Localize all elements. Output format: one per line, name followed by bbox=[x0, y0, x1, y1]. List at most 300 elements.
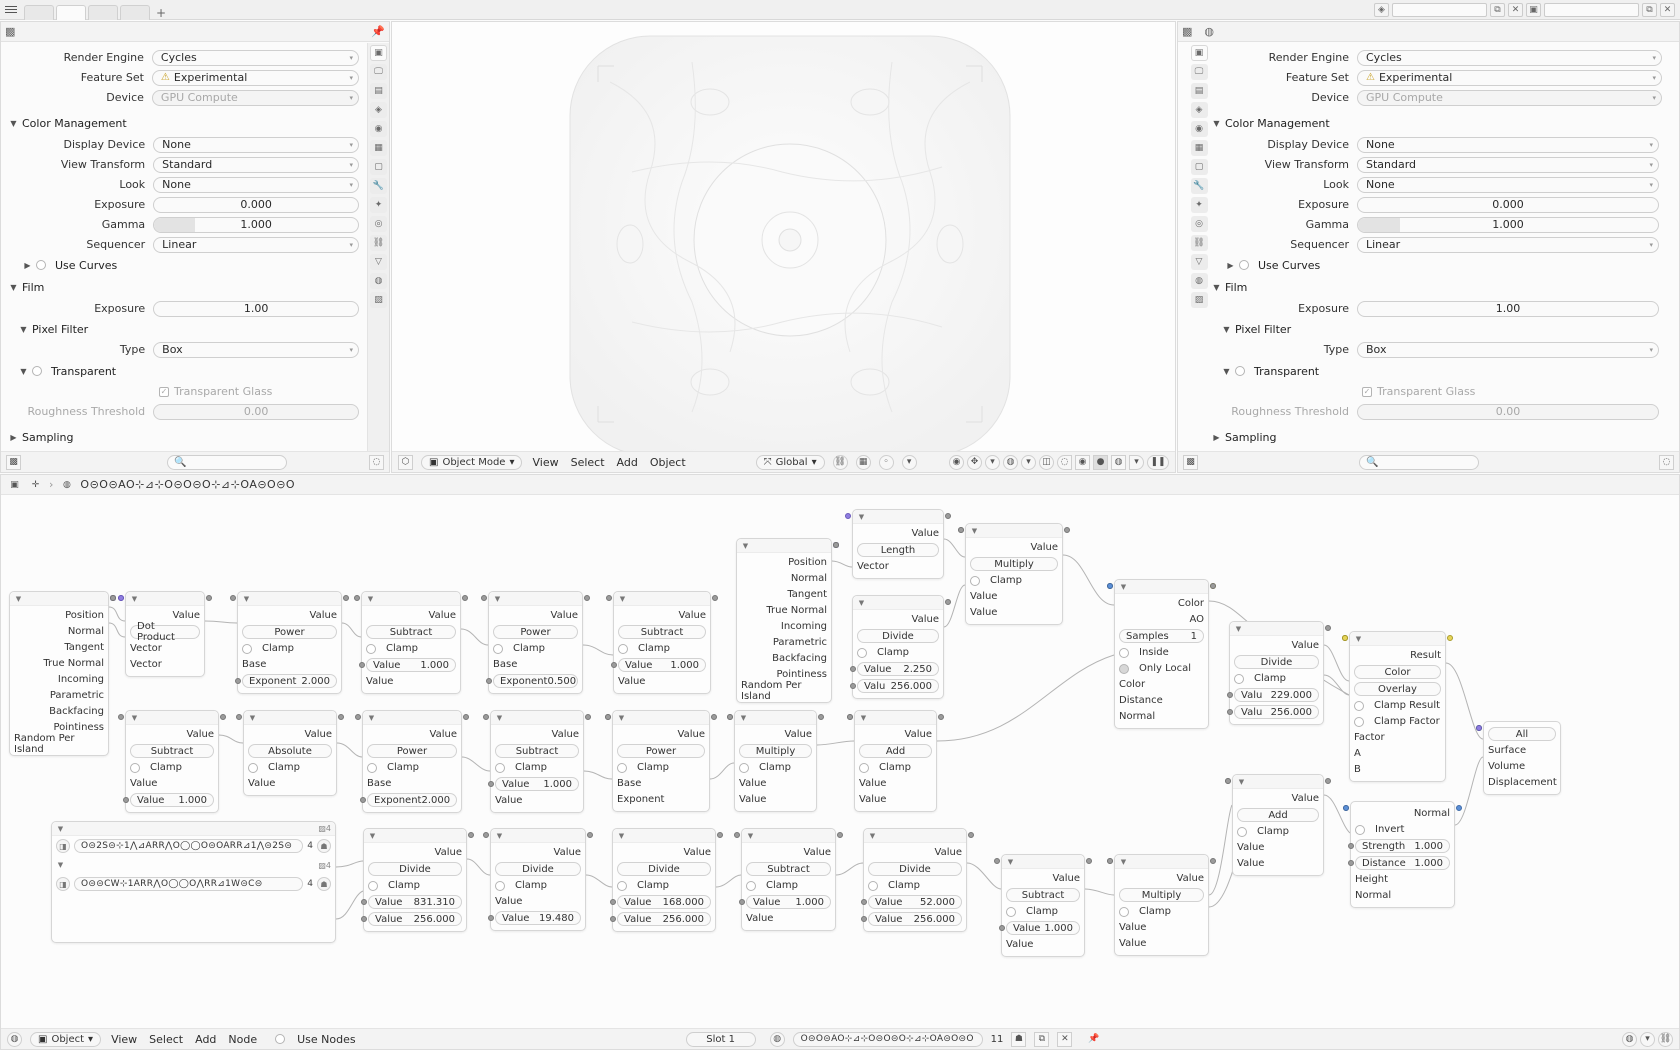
section-color-management[interactable]: ▼ Color Management bbox=[10, 116, 127, 130]
socket-value-out[interactable]: Value bbox=[495, 846, 581, 859]
collapse-icon[interactable]: ▼ bbox=[15, 594, 22, 603]
render-engine-dropdown[interactable]: Cycles ▾ bbox=[152, 50, 359, 66]
socket-tangent[interactable]: Tangent bbox=[741, 588, 827, 601]
node-math-subtract-6[interactable] bbox=[1001, 854, 1085, 957]
roughness-threshold-slider[interactable]: 0.00 bbox=[153, 404, 359, 420]
socket-b[interactable]: B bbox=[1354, 763, 1441, 776]
tab-object[interactable]: ▢ bbox=[1191, 159, 1208, 175]
exponent-field[interactable]: Exponent 0.500 bbox=[493, 674, 578, 688]
xray-icon[interactable]: ◫ bbox=[1039, 455, 1054, 470]
clamp-checkbox[interactable]: Clamp bbox=[618, 642, 706, 655]
clamp-checkbox[interactable]: Clamp bbox=[746, 879, 831, 892]
collapse-icon[interactable]: ▼ bbox=[368, 713, 375, 722]
node-header[interactable] bbox=[363, 711, 461, 725]
collapse-icon[interactable]: ▼ bbox=[131, 594, 138, 603]
node-header[interactable] bbox=[126, 711, 218, 725]
transparent-checkbox[interactable] bbox=[32, 366, 42, 376]
shading-dropdown-icon[interactable]: ▾ bbox=[1129, 455, 1144, 470]
socket-value-out[interactable]: Value bbox=[857, 527, 939, 540]
tab-data[interactable]: ▽ bbox=[1191, 254, 1208, 270]
socket-base[interactable]: Base bbox=[367, 777, 457, 790]
socket-backfacing[interactable]: Backfacing bbox=[741, 652, 827, 665]
gamma-slider[interactable]: 1.000 bbox=[1357, 217, 1659, 233]
tab-view-layer[interactable]: ▤ bbox=[1191, 83, 1208, 99]
node-header[interactable] bbox=[1115, 855, 1208, 869]
socket-value-out[interactable]: Value bbox=[248, 728, 332, 741]
new-viewlayer-icon[interactable]: ⧉ bbox=[1642, 3, 1657, 17]
socket-true-normal[interactable]: True Normal bbox=[741, 604, 827, 617]
use-curves-checkbox[interactable] bbox=[36, 260, 46, 270]
socket-volume[interactable]: Volume bbox=[1488, 760, 1556, 773]
tab-render[interactable]: ▣ bbox=[1191, 45, 1208, 61]
use-curves-toggle[interactable]: ▶ Use Curves bbox=[24, 258, 118, 272]
collapse-icon[interactable]: ▼ bbox=[747, 831, 754, 840]
socket-vector-a[interactable]: Vector bbox=[130, 642, 200, 655]
tab-physics[interactable]: ◎ bbox=[1191, 216, 1208, 232]
menu-view[interactable]: View bbox=[111, 1032, 138, 1046]
socket-value-b[interactable]: Value bbox=[859, 793, 932, 806]
node-header[interactable] bbox=[238, 592, 341, 606]
socket-tangent[interactable]: Tangent bbox=[14, 641, 104, 654]
socket-base[interactable]: Base bbox=[617, 777, 705, 790]
node-header[interactable] bbox=[853, 510, 943, 524]
operation-dropdown[interactable]: Add bbox=[1237, 808, 1319, 822]
socket-value-a[interactable]: Value bbox=[248, 777, 332, 790]
pixel-filter-type-dropdown[interactable]: Box ▾ bbox=[1357, 342, 1659, 358]
collapse-icon[interactable]: ▼ bbox=[367, 594, 374, 603]
display-device-dropdown[interactable]: None ▾ bbox=[1357, 137, 1659, 153]
socket-distance-in[interactable]: Distance bbox=[1119, 694, 1204, 707]
socket-value-a[interactable]: Value bbox=[739, 777, 812, 790]
section-transparent[interactable]: ▼ Transparent bbox=[20, 364, 117, 378]
socket-pointiness[interactable]: Pointiness bbox=[741, 668, 827, 681]
3d-viewport[interactable] bbox=[391, 21, 1176, 473]
collapse-icon[interactable]: ▼ bbox=[971, 526, 978, 535]
tab-collection[interactable]: ▦ bbox=[370, 140, 387, 156]
exposure-slider[interactable]: 0.000 bbox=[153, 197, 359, 213]
socket-exponent[interactable]: Exponent bbox=[617, 793, 705, 806]
operation-dropdown[interactable]: Subtract bbox=[495, 744, 579, 758]
node-vector-math-length[interactable] bbox=[852, 509, 944, 579]
object-mode-dropdown[interactable]: ▣ Object ▾ bbox=[30, 1032, 101, 1047]
exponent-field[interactable]: Exponent 2.000 bbox=[367, 793, 457, 807]
socket-value-a[interactable]: Value bbox=[495, 895, 581, 908]
collapse-icon[interactable]: ▼ bbox=[249, 713, 256, 722]
tab-particles[interactable]: ✦ bbox=[1191, 197, 1208, 213]
film-exposure-slider[interactable]: 1.00 bbox=[1357, 301, 1659, 317]
socket-normal-in[interactable]: Normal bbox=[1119, 710, 1204, 723]
collapse-icon[interactable]: ▼ bbox=[494, 594, 501, 603]
clamp-factor-checkbox[interactable]: Clamp Factor bbox=[1354, 715, 1441, 728]
node-header[interactable] bbox=[864, 829, 966, 843]
tab-constraints[interactable]: ⛓ bbox=[370, 235, 387, 251]
transparent-checkbox[interactable] bbox=[1235, 366, 1245, 376]
section-film[interactable]: ▼ Film bbox=[10, 280, 45, 294]
node-math-absolute[interactable] bbox=[243, 710, 337, 796]
socket-true-normal[interactable]: True Normal bbox=[14, 657, 104, 670]
clamp-checkbox[interactable]: Clamp bbox=[970, 574, 1058, 587]
add-workspace-button[interactable]: + bbox=[156, 5, 167, 20]
tab-modifiers[interactable]: 🔧 bbox=[1191, 178, 1208, 194]
menu-object[interactable]: Object bbox=[649, 455, 686, 469]
node-math-subtract-3[interactable] bbox=[125, 710, 219, 813]
socket-value-a[interactable]: Value bbox=[1237, 841, 1319, 854]
operation-dropdown[interactable]: Subtract bbox=[130, 744, 214, 758]
editor-type-button[interactable]: ▩ bbox=[1183, 455, 1198, 470]
clamp-checkbox[interactable]: Clamp bbox=[617, 879, 711, 892]
clamp-result-checkbox[interactable]: Clamp Result bbox=[1354, 699, 1441, 712]
socket-value-out[interactable]: Value bbox=[857, 613, 939, 626]
collapse-icon[interactable]: ▼ bbox=[858, 512, 865, 521]
clamp-checkbox[interactable]: Clamp bbox=[1237, 825, 1319, 838]
socket-displacement[interactable]: Displacement bbox=[1488, 776, 1556, 789]
operation-dropdown[interactable]: Multiply bbox=[970, 557, 1058, 571]
operation-dropdown[interactable]: Power bbox=[493, 625, 578, 639]
collapse-icon[interactable]: ▼ bbox=[1355, 634, 1362, 643]
tab-output[interactable]: 🖵 bbox=[370, 64, 387, 80]
socket-result-out[interactable]: Result bbox=[1354, 649, 1441, 662]
use-curves-checkbox[interactable] bbox=[1239, 260, 1249, 270]
clamp-checkbox[interactable]: Clamp bbox=[495, 879, 581, 892]
exponent-field[interactable]: Exponent 2.000 bbox=[242, 674, 337, 688]
node-math-divide-4[interactable] bbox=[490, 828, 586, 931]
unlink-icon[interactable]: ✕ bbox=[1057, 1032, 1072, 1047]
fake-user-icon[interactable]: ☗ bbox=[317, 877, 331, 891]
clamp-checkbox[interactable]: Clamp bbox=[857, 646, 939, 659]
node-math-power-4[interactable] bbox=[612, 710, 710, 812]
samples-field[interactable]: Samples 1 bbox=[1119, 629, 1204, 643]
socket-value-b[interactable]: Value bbox=[366, 675, 456, 688]
transparent-glass-checkbox[interactable]: ✓ bbox=[160, 387, 168, 396]
socket-value-b[interactable]: Value bbox=[970, 606, 1058, 619]
inside-checkbox[interactable]: Inside bbox=[1119, 646, 1204, 659]
socket-value-out[interactable]: Value bbox=[617, 846, 711, 859]
use-nodes-toggle[interactable]: Use Nodes bbox=[275, 1033, 358, 1046]
menu-select[interactable]: Select bbox=[149, 1032, 184, 1046]
slot-dropdown[interactable]: Slot 1 bbox=[686, 1032, 756, 1047]
node-mix-color-overlay[interactable] bbox=[1349, 631, 1446, 782]
node-header[interactable] bbox=[1002, 855, 1084, 869]
gamma-slider[interactable]: 1.000 bbox=[153, 217, 359, 233]
film-exposure-slider[interactable]: 1.00 bbox=[153, 301, 359, 317]
clamp-checkbox[interactable]: Clamp bbox=[1119, 905, 1204, 918]
socket-vector-b[interactable]: Vector bbox=[130, 658, 200, 671]
socket-surface[interactable]: Surface bbox=[1488, 744, 1556, 757]
properties-tab-icon[interactable]: ◍ bbox=[1204, 25, 1215, 38]
scene-icon[interactable]: ◈ bbox=[1374, 3, 1389, 17]
node-geometry-2[interactable] bbox=[736, 538, 832, 703]
value-field-b[interactable]: Value 256.000 bbox=[617, 912, 711, 926]
socket-value-out[interactable]: Value bbox=[242, 609, 337, 622]
tab-particles[interactable]: ✦ bbox=[370, 197, 387, 213]
snap-target-icon[interactable]: ▦ bbox=[856, 455, 871, 470]
tab-constraints[interactable]: ⛓ bbox=[1191, 235, 1208, 251]
socket-value-out[interactable]: Value bbox=[1006, 872, 1080, 885]
tab-texture[interactable]: ▨ bbox=[1191, 292, 1208, 308]
socket-value-a[interactable]: Value bbox=[1119, 921, 1204, 934]
operation-dropdown[interactable]: Power bbox=[617, 744, 705, 758]
value-field-a[interactable]: Value 831.310 bbox=[368, 895, 462, 909]
overlays-icon[interactable]: ◍ bbox=[1003, 455, 1018, 470]
tab-collection[interactable]: ▦ bbox=[1191, 140, 1208, 156]
socket-value-out[interactable]: Value bbox=[495, 728, 579, 741]
operation-dropdown[interactable]: Add bbox=[859, 744, 932, 758]
shading-material-icon[interactable]: ● bbox=[1093, 455, 1108, 470]
collapse-icon[interactable]: ▼ bbox=[57, 861, 64, 869]
socket-value-out[interactable]: Value bbox=[1119, 872, 1204, 885]
feature-set-dropdown[interactable]: ⚠ Experimental ▾ bbox=[152, 70, 359, 86]
socket-value-out[interactable]: Value bbox=[368, 846, 462, 859]
operation-dropdown[interactable]: Divide bbox=[857, 629, 939, 643]
node-header[interactable] bbox=[614, 592, 710, 606]
tab-modifiers[interactable]: 🔧 bbox=[370, 178, 387, 194]
feature-set-dropdown[interactable]: ⚠ Experimental ▾ bbox=[1357, 70, 1662, 86]
gizmo-icon[interactable]: ✥ bbox=[967, 455, 982, 470]
pin-icon[interactable]: 📌 bbox=[1088, 1034, 1100, 1044]
clamp-checkbox[interactable]: Clamp bbox=[242, 642, 337, 655]
socket-normal-in[interactable]: Normal bbox=[1355, 889, 1450, 902]
visibility-icon[interactable]: ◉ bbox=[949, 455, 964, 470]
tab-object[interactable]: ▢ bbox=[370, 159, 387, 175]
socket-value-out[interactable]: Value bbox=[130, 609, 200, 622]
material-icon[interactable]: ◍ bbox=[62, 479, 71, 490]
browse-material-icon[interactable]: ◍ bbox=[770, 1032, 785, 1047]
clamp-checkbox[interactable]: Clamp bbox=[248, 761, 332, 774]
value-field[interactable]: Value 1.000 bbox=[495, 777, 579, 791]
value-field-a[interactable]: Value 1.000 bbox=[746, 895, 831, 909]
texture-row-2[interactable] bbox=[56, 877, 331, 891]
device-dropdown[interactable]: GPU Compute ▾ bbox=[152, 90, 359, 106]
socket-position[interactable]: Position bbox=[741, 556, 827, 569]
socket-incoming[interactable]: Incoming bbox=[14, 673, 104, 686]
socket-value-b[interactable]: Value bbox=[746, 912, 831, 925]
node-math-subtract-4[interactable] bbox=[490, 710, 584, 813]
overlays-dropdown-icon[interactable]: ▾ bbox=[1640, 1032, 1655, 1047]
tab-material[interactable]: ◍ bbox=[370, 273, 387, 289]
proportional-falloff-icon[interactable]: ▾ bbox=[902, 455, 917, 470]
socket-value-out[interactable]: Value bbox=[130, 728, 214, 741]
socket-ao-out[interactable]: AO bbox=[1119, 613, 1204, 626]
clamp-checkbox[interactable]: Clamp bbox=[739, 761, 812, 774]
viewlayer-icon[interactable]: ▣ bbox=[1526, 3, 1541, 17]
socket-value-a[interactable]: Value bbox=[859, 777, 932, 790]
collapse-icon[interactable]: ▼ bbox=[869, 831, 876, 840]
search-input[interactable] bbox=[167, 455, 287, 470]
exposure-slider[interactable]: 0.000 bbox=[1357, 197, 1659, 213]
shading-solid-icon[interactable]: ◉ bbox=[1075, 455, 1090, 470]
snap-icon[interactable]: ⛓ bbox=[1658, 1032, 1673, 1047]
distance-field[interactable]: Distance 1.000 bbox=[1355, 856, 1450, 870]
value-field-b[interactable]: Valu 256.000 bbox=[857, 679, 939, 693]
tab-output[interactable]: 🖵 bbox=[1191, 64, 1208, 80]
node-header[interactable] bbox=[1115, 580, 1208, 594]
socket-parametric[interactable]: Parametric bbox=[741, 636, 827, 649]
node-vector-math-dot-product[interactable] bbox=[125, 591, 205, 677]
socket-value-out[interactable]: Value bbox=[868, 846, 962, 859]
socket-value-b[interactable]: Value bbox=[739, 793, 812, 806]
socket-value-out[interactable]: Value bbox=[1234, 639, 1319, 652]
editor-type-icon[interactable]: ▩ bbox=[5, 25, 16, 38]
collapse-icon[interactable]: ▼ bbox=[131, 713, 138, 722]
value-field-a[interactable]: Valu 229.000 bbox=[1234, 688, 1319, 702]
menu-view[interactable]: View bbox=[532, 455, 559, 469]
tab-material[interactable]: ◍ bbox=[1191, 273, 1208, 289]
operation-dropdown[interactable]: Multiply bbox=[739, 744, 812, 758]
socket-color-out[interactable]: Color bbox=[1119, 597, 1204, 610]
collapse-icon[interactable]: ▼ bbox=[858, 598, 865, 607]
node-math-divide-6[interactable] bbox=[863, 828, 967, 932]
socket-value-out[interactable]: Value bbox=[493, 609, 578, 622]
collapse-icon[interactable]: ▼ bbox=[243, 594, 250, 603]
collapse-icon[interactable]: ▼ bbox=[1238, 777, 1245, 786]
blend-mode-dropdown[interactable]: Overlay bbox=[1354, 682, 1441, 696]
section-film[interactable]: ▼ Film bbox=[1213, 280, 1248, 294]
transparent-glass-toggle[interactable]: ✓ Transparent Glass bbox=[1363, 385, 1476, 398]
operation-dropdown[interactable]: Divide bbox=[1234, 655, 1319, 669]
view-transform-dropdown[interactable]: Standard ▾ bbox=[153, 157, 359, 173]
socket-value-out[interactable]: Value bbox=[617, 728, 705, 741]
socket-incoming[interactable]: Incoming bbox=[741, 620, 827, 633]
tab-world[interactable]: ◉ bbox=[370, 121, 387, 137]
socket-value-b[interactable]: Value bbox=[618, 675, 706, 688]
value-field-a[interactable]: Value 1.000 bbox=[1006, 921, 1080, 935]
node-math-subtract[interactable] bbox=[361, 591, 461, 694]
value-field[interactable]: Value 1.000 bbox=[130, 793, 214, 807]
node-bump[interactable] bbox=[1350, 801, 1455, 908]
image-name-field[interactable]: O⊝⊝CW⊹1ARR⋀O◯◯O⋀RR⊿1W⊝C⊝ bbox=[74, 877, 303, 891]
clamp-checkbox[interactable]: Clamp bbox=[859, 761, 932, 774]
socket-base[interactable]: Base bbox=[493, 658, 578, 671]
material-name-field[interactable]: O⊝O⊝AO⊹⊿⊹O⊝O⊝O⊹⊿⊹OA⊝O⊝O bbox=[793, 1032, 983, 1047]
operation-dropdown[interactable]: Length bbox=[857, 543, 939, 557]
viewlayer-field[interactable] bbox=[1544, 3, 1639, 17]
collapse-icon[interactable]: ▼ bbox=[1120, 857, 1127, 866]
node-header[interactable] bbox=[1230, 622, 1323, 636]
clamp-checkbox[interactable]: Clamp bbox=[868, 879, 962, 892]
socket-value-out[interactable]: Value bbox=[746, 846, 831, 859]
shading-rendered-icon[interactable]: ◍ bbox=[1111, 455, 1126, 470]
collapse-icon[interactable]: ▼ bbox=[860, 713, 867, 722]
operation-dropdown[interactable]: Absolute bbox=[248, 744, 332, 758]
node-header[interactable] bbox=[966, 524, 1062, 538]
operation-dropdown[interactable]: Divide bbox=[617, 862, 711, 876]
sequencer-dropdown[interactable]: Linear ▾ bbox=[1357, 237, 1659, 253]
editor-type-button[interactable]: ▩ bbox=[6, 455, 21, 470]
node-math-divide-5[interactable] bbox=[612, 828, 716, 932]
invert-checkbox[interactable]: Invert bbox=[1355, 823, 1450, 836]
section-sampling[interactable]: ▶ Sampling bbox=[1213, 430, 1277, 444]
node-ambient-occlusion[interactable] bbox=[1114, 579, 1209, 729]
node-header[interactable] bbox=[491, 711, 583, 725]
socket-random-per-island[interactable]: Random Per Island bbox=[741, 684, 827, 697]
browse-image-icon[interactable]: ◨ bbox=[56, 839, 70, 853]
node-header[interactable] bbox=[613, 711, 709, 725]
section-color-management[interactable]: ▼ Color Management bbox=[1213, 116, 1330, 130]
search-input[interactable] bbox=[1359, 455, 1479, 470]
socket-value-b[interactable]: Value bbox=[1119, 937, 1204, 950]
workspace-tab-2[interactable] bbox=[56, 5, 86, 20]
operation-dropdown[interactable]: Divide bbox=[868, 862, 962, 876]
use-curves-toggle[interactable]: ▶ Use Curves bbox=[1227, 258, 1321, 272]
only-local-checkbox[interactable]: Only Local bbox=[1119, 662, 1204, 675]
socket-vector[interactable]: Vector bbox=[857, 560, 939, 573]
node-tree-icon[interactable]: ▣ bbox=[10, 479, 19, 490]
value-field-b[interactable]: Value 256.000 bbox=[868, 912, 962, 926]
socket-normal-out[interactable]: Normal bbox=[1355, 807, 1450, 820]
editor-type-button[interactable]: ◍ bbox=[7, 1032, 22, 1047]
value-field[interactable]: Value 1.000 bbox=[618, 658, 706, 672]
socket-value-a[interactable]: Value bbox=[970, 590, 1058, 603]
node-header[interactable] bbox=[244, 711, 336, 725]
look-dropdown[interactable]: None ▾ bbox=[1357, 177, 1659, 193]
roughness-threshold-slider[interactable]: 0.00 bbox=[1357, 404, 1659, 420]
clamp-checkbox[interactable]: Clamp bbox=[495, 761, 579, 774]
node-header[interactable] bbox=[855, 711, 936, 725]
socket-value-b[interactable]: Value bbox=[1006, 938, 1080, 951]
tab-scene[interactable]: ◈ bbox=[1191, 102, 1208, 118]
options-icon[interactable]: ◌ bbox=[369, 455, 384, 470]
unlink-scene-icon[interactable]: ✕ bbox=[1508, 3, 1523, 17]
object-mode-dropdown[interactable]: ▣ Object Mode ▾ bbox=[421, 455, 522, 470]
strength-field[interactable]: Strength 1.000 bbox=[1355, 839, 1450, 853]
socket-factor[interactable]: Factor bbox=[1354, 731, 1441, 744]
shading-wireframe-icon[interactable]: ◌ bbox=[1057, 455, 1072, 470]
clamp-checkbox[interactable]: Clamp bbox=[1234, 672, 1319, 685]
tab-render[interactable]: ▣ bbox=[370, 45, 387, 61]
overlays-icon[interactable]: ◍ bbox=[1622, 1032, 1637, 1047]
collapse-icon[interactable]: ▼ bbox=[740, 713, 747, 722]
viewport-canvas[interactable] bbox=[392, 22, 1175, 472]
menu-add[interactable]: Add bbox=[616, 455, 638, 469]
look-dropdown[interactable]: None ▾ bbox=[153, 177, 359, 193]
value-field-a[interactable]: Value 52.000 bbox=[868, 895, 962, 909]
socket-position[interactable]: Position bbox=[14, 609, 104, 622]
collapse-icon[interactable]: ▼ bbox=[619, 594, 626, 603]
proportional-edit-icon[interactable]: ◦ bbox=[879, 455, 894, 470]
node-math-multiply-3[interactable] bbox=[1114, 854, 1209, 956]
operation-dropdown[interactable]: Subtract bbox=[1006, 888, 1080, 902]
operation-dropdown[interactable]: Dot Product bbox=[130, 625, 200, 639]
options-icon[interactable]: ◌ bbox=[1659, 455, 1674, 470]
clamp-checkbox[interactable]: Clamp bbox=[1006, 905, 1080, 918]
collapse-icon[interactable]: ▼ bbox=[742, 541, 749, 550]
socket-value-b[interactable]: Value bbox=[495, 794, 579, 807]
view-transform-dropdown[interactable]: Standard ▾ bbox=[1357, 157, 1659, 173]
collapse-icon[interactable]: ▼ bbox=[1120, 582, 1127, 591]
workspace-tab-4[interactable] bbox=[120, 5, 150, 20]
node-header[interactable] bbox=[364, 829, 466, 843]
node-header[interactable] bbox=[735, 711, 816, 725]
section-pixel-filter[interactable]: ▼ Pixel Filter bbox=[1223, 322, 1292, 336]
socket-normal[interactable]: Normal bbox=[741, 572, 827, 585]
node-header[interactable] bbox=[362, 592, 460, 606]
add-breadcrumb-icon[interactable]: ✛ bbox=[31, 479, 40, 490]
socket-value-out[interactable]: Value bbox=[366, 609, 456, 622]
socket-backfacing[interactable]: Backfacing bbox=[14, 705, 104, 718]
node-math-multiply-2[interactable] bbox=[734, 710, 817, 812]
menu-select[interactable]: Select bbox=[570, 455, 605, 469]
operation-dropdown[interactable]: Multiply bbox=[1119, 888, 1204, 902]
operation-dropdown[interactable]: Divide bbox=[368, 862, 462, 876]
socket-base[interactable]: Base bbox=[242, 658, 337, 671]
device-dropdown[interactable]: GPU Compute ▾ bbox=[1357, 90, 1662, 106]
socket-height[interactable]: Height bbox=[1355, 873, 1450, 886]
socket-normal[interactable]: Normal bbox=[14, 625, 104, 638]
value-field-b[interactable]: Valu 256.000 bbox=[1234, 705, 1319, 719]
node-header[interactable] bbox=[52, 822, 335, 836]
node-math-divide-3[interactable] bbox=[363, 828, 467, 932]
section-pixel-filter[interactable]: ▼ Pixel Filter bbox=[20, 322, 89, 336]
